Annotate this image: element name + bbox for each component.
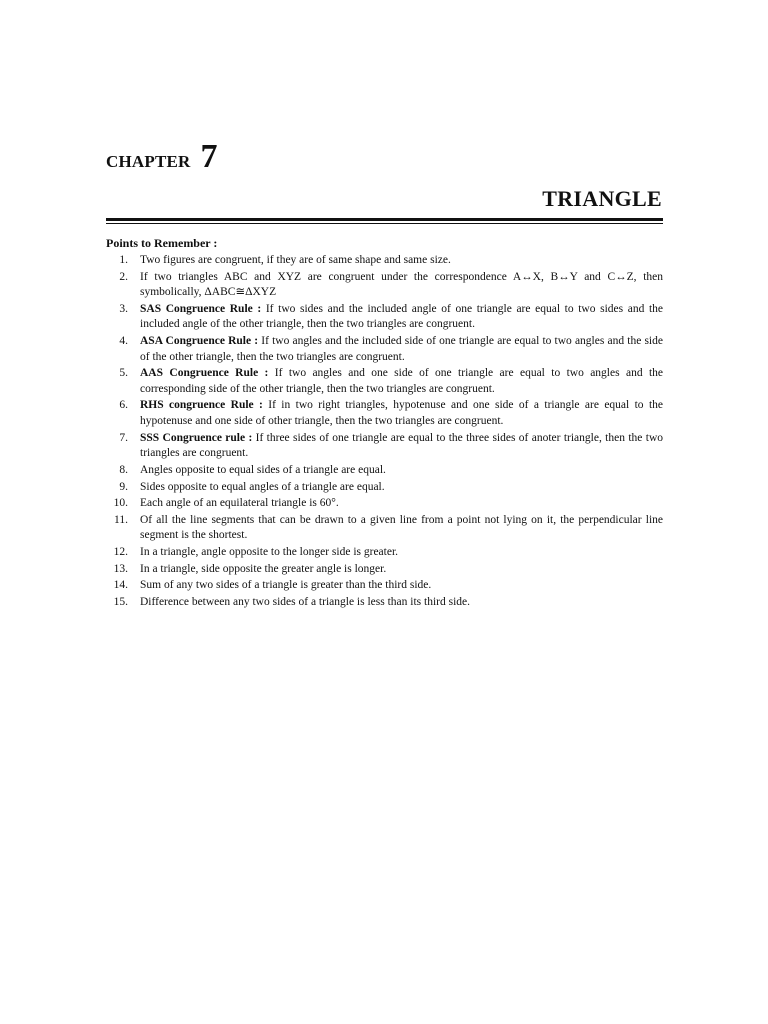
- list-item: [106, 270, 663, 301]
- title-divider-thin: [106, 223, 663, 224]
- list-item-number: 3.: [119, 302, 128, 315]
- list-item: [106, 480, 663, 496]
- rule-name: ASA Congruence Rule :: [140, 335, 262, 348]
- list-item: [106, 253, 663, 269]
- list-item: [106, 302, 663, 333]
- list-item-text: [140, 480, 663, 496]
- rule-name: RHS congruence Rule :: [140, 399, 269, 412]
- list-item: [106, 334, 663, 365]
- list-item-text: [140, 463, 663, 479]
- list-item-text: [140, 513, 663, 544]
- list-item-text: [140, 545, 663, 561]
- list-item-number: 1.: [119, 254, 128, 266]
- list-item-text: [140, 496, 663, 512]
- list-item-number: 6.: [119, 399, 128, 412]
- list-item-text: [140, 302, 663, 333]
- point-description: Angles opposite to equal sides of a triangle are equal.: [140, 463, 386, 476]
- list-item-number: 14.: [113, 579, 128, 592]
- list-item-number: 5.: [119, 367, 128, 380]
- list-item: [106, 562, 663, 578]
- point-description: If two sides and the included angle of one triangle are equal to two sides and the included angle of the other triangle, then the two triangles are congruent.: [140, 302, 663, 331]
- list-item-text: [140, 270, 663, 301]
- list-item-number: 13.: [113, 562, 128, 575]
- list-item-text: [140, 578, 663, 594]
- title-divider-thick: [106, 218, 663, 221]
- point-description: If two angles and the included side of one triangle are equal to two angles and the side of the other triangle, then the two triangles are congruent.: [140, 335, 663, 363]
- rule-name: SSS Congruence rule :: [140, 431, 256, 444]
- rule-name: SAS Congruence Rule :: [140, 302, 266, 315]
- point-description: Two figures are congruent, if they are of same shape and same size.: [140, 254, 451, 266]
- list-item-number: 15.: [113, 596, 128, 609]
- chapter-title: TRIANGLE: [542, 186, 662, 211]
- list-item: [106, 513, 663, 544]
- point-description: If three sides of one triangle are equal to the three sides of anoter triangle, then the two triangles are congruent.: [140, 431, 663, 460]
- section-heading: Points to Remember :: [106, 236, 218, 250]
- point-description: Sides opposite to equal angles of a triangle are equal.: [140, 480, 385, 493]
- point-description: If two triangles ABC and XYZ are congruent under the correspondence A↔X, B↔Y and C↔Z, then symbolically, ΔABC≅ΔXYZ: [140, 270, 663, 299]
- chapter-label: CHAPTER: [106, 152, 191, 171]
- list-item-text: [140, 562, 663, 578]
- points-list: [106, 253, 663, 612]
- list-item-number: 12.: [113, 546, 128, 559]
- list-item: [106, 595, 663, 611]
- list-item-number: 9.: [119, 480, 128, 493]
- list-item-text: [140, 366, 663, 397]
- point-description: Of all the line segments that can be drawn to a given line from a point not lying on it, the perpendicular line segment is the shortest.: [140, 513, 663, 542]
- list-item-number: 4.: [119, 335, 128, 348]
- list-item: [106, 496, 663, 512]
- list-item: [106, 545, 663, 561]
- list-item-number: 2.: [119, 270, 128, 283]
- list-item-number: 7.: [119, 431, 128, 444]
- list-item-text: [140, 595, 663, 611]
- point-description: If in two right triangles, hypotenuse and one side of a triangle are equal to the hypotenuse and one side of other triangle, then the two triangles are congruent.: [140, 399, 663, 427]
- list-item: [106, 578, 663, 594]
- list-item-text: [140, 334, 663, 365]
- point-description: If two angles and one side of one triangle are equal to two angles and the corresponding side of the other triangle, then the two triangles are congruent.: [140, 367, 664, 395]
- chapter-heading: [106, 138, 218, 176]
- point-description: In a triangle, angle opposite to the longer side is greater.: [140, 546, 399, 559]
- list-item-number: 8.: [119, 463, 128, 476]
- point-description: Each angle of an equilateral triangle is 60°.: [140, 497, 339, 510]
- list-item-number: 11.: [114, 513, 128, 526]
- point-description: Difference between any two sides of a triangle is less than its third side.: [140, 596, 471, 609]
- list-item: [106, 431, 663, 462]
- chapter-number: 7: [200, 138, 218, 175]
- list-item: [106, 366, 663, 397]
- point-description: Sum of any two sides of a triangle is greater than the third side.: [140, 579, 432, 592]
- list-item-text: [140, 398, 663, 429]
- list-item-text: [140, 253, 663, 269]
- rule-name: AAS Congruence Rule :: [140, 367, 275, 380]
- list-item-number: 10.: [113, 497, 128, 510]
- list-item-text: [140, 431, 663, 462]
- list-item: [106, 398, 663, 429]
- list-item: [106, 463, 663, 479]
- point-description: In a triangle, side opposite the greater angle is longer.: [140, 562, 387, 575]
